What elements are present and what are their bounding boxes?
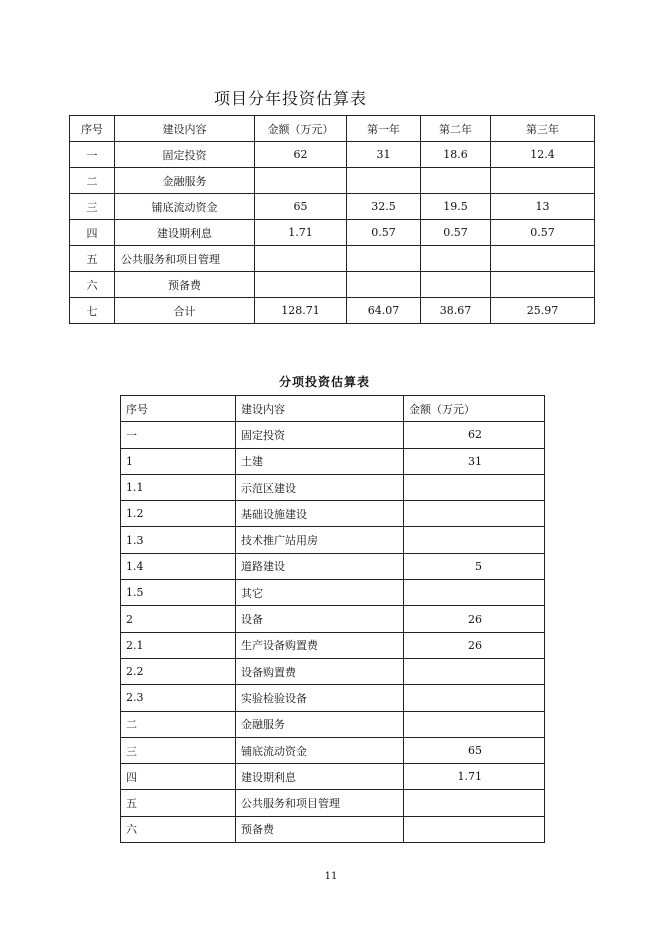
cell-index: 四 [121,764,236,790]
cell-index: 1.4 [121,553,236,579]
table2-title: 分项投资估算表 [279,375,371,389]
cell-index: 1.5 [121,580,236,606]
cell-index: 二 [70,168,115,194]
table-row [121,737,545,763]
cell-item: 设备购置费 [236,658,404,684]
table-row [121,422,545,448]
cell-item: 固定投资 [115,142,255,168]
table-row [121,606,545,632]
header-cell: 金额（万元） [255,116,347,142]
cell-year1: 64.07 [347,298,421,324]
cell-amount: 31 [404,448,545,474]
cell-index: 2.3 [121,685,236,711]
cell-item: 土建 [236,448,404,474]
cell-item: 铺底流动资金 [236,737,404,763]
cell-amount [404,685,545,711]
itemized-investment-table [120,395,545,843]
cell-item: 道路建设 [236,553,404,579]
cell-index: 1.1 [121,474,236,500]
table-row [121,764,545,790]
cell-amount [404,527,545,553]
cell-year3: 12.4 [491,142,595,168]
cell-amount [404,474,545,500]
cell-year3: 13 [491,194,595,220]
cell-item: 基础设施建设 [236,501,404,527]
cell-year1: 31 [347,142,421,168]
cell-amount [255,246,347,272]
table-row [121,790,545,816]
cell-item: 技术推广站用房 [236,527,404,553]
cell-item: 建设期利息 [115,220,255,246]
cell-item: 公共服务和项目管理 [236,790,404,816]
header-cell: 序号 [70,116,115,142]
cell-item: 其它 [236,580,404,606]
cell-amount [255,168,347,194]
header-cell: 建设内容 [236,396,404,422]
table-row [121,553,545,579]
cell-item: 公共服务和项目管理 [115,246,255,272]
table-row [121,816,545,842]
cell-index: 六 [121,816,236,842]
cell-year1 [347,272,421,298]
cell-amount: 1.71 [404,764,545,790]
cell-item: 生产设备购置费 [236,632,404,658]
cell-index: 六 [70,272,115,298]
cell-amount: 62 [255,142,347,168]
table-row [70,142,595,168]
cell-index: 2 [121,606,236,632]
cell-amount: 5 [404,553,545,579]
table-row [70,272,595,298]
header-cell: 第三年 [491,116,595,142]
cell-year1 [347,246,421,272]
cell-index: 四 [70,220,115,246]
cell-year1: 32.5 [347,194,421,220]
table-row [70,246,595,272]
cell-year1 [347,168,421,194]
cell-index: 七 [70,298,115,324]
header-cell: 金额（万元） [404,396,545,422]
cell-item: 预备费 [236,816,404,842]
cell-amount [404,816,545,842]
cell-year3 [491,246,595,272]
cell-index: 五 [121,790,236,816]
cell-index: 三 [70,194,115,220]
cell-year2: 0.57 [421,220,491,246]
header-cell: 建设内容 [115,116,255,142]
cell-item: 预备费 [115,272,255,298]
cell-year2 [421,168,491,194]
table-header-row [70,116,595,142]
cell-amount: 62 [404,422,545,448]
cell-year2 [421,272,491,298]
cell-year2: 38.67 [421,298,491,324]
table-row [121,685,545,711]
cell-index: 一 [70,142,115,168]
cell-item: 实验检验设备 [236,685,404,711]
cell-amount: 65 [255,194,347,220]
cell-amount [404,580,545,606]
cell-year3 [491,168,595,194]
header-cell: 第二年 [421,116,491,142]
cell-year1: 0.57 [347,220,421,246]
cell-amount [404,658,545,684]
cell-item: 示范区建设 [236,474,404,500]
table-header-row [121,396,545,422]
cell-year2 [421,246,491,272]
cell-index: 2.2 [121,658,236,684]
table-row [121,580,545,606]
table-row [70,194,595,220]
cell-index: 2.1 [121,632,236,658]
cell-year2: 18.6 [421,142,491,168]
cell-year3: 0.57 [491,220,595,246]
cell-amount: 1.71 [255,220,347,246]
cell-index: 一 [121,422,236,448]
cell-item: 合计 [115,298,255,324]
cell-index: 二 [121,711,236,737]
cell-index: 五 [70,246,115,272]
cell-amount: 26 [404,606,545,632]
table1-title: 项目分年投资估算表 [214,89,368,108]
cell-amount: 128.71 [255,298,347,324]
table-row [70,168,595,194]
cell-item: 铺底流动资金 [115,194,255,220]
cell-index: 1.3 [121,527,236,553]
table-row-total [70,298,595,324]
header-cell: 第一年 [347,116,421,142]
table-row [121,527,545,553]
table-row [121,501,545,527]
cell-index: 1 [121,448,236,474]
table-row [121,658,545,684]
cell-item: 设备 [236,606,404,632]
annual-investment-table [69,115,595,324]
cell-year2: 19.5 [421,194,491,220]
cell-item: 金融服务 [236,711,404,737]
page-number: 11 [324,871,338,882]
cell-amount [255,272,347,298]
table-row [121,474,545,500]
header-cell: 序号 [121,396,236,422]
cell-year3 [491,272,595,298]
cell-item: 金融服务 [115,168,255,194]
cell-index: 三 [121,737,236,763]
cell-amount: 65 [404,737,545,763]
cell-amount: 26 [404,632,545,658]
table-row [121,711,545,737]
cell-amount [404,501,545,527]
cell-amount [404,790,545,816]
cell-amount [404,711,545,737]
cell-year3: 25.97 [491,298,595,324]
table-row [70,220,595,246]
table-row [121,632,545,658]
cell-index: 1.2 [121,501,236,527]
table-row [121,448,545,474]
cell-item: 建设期利息 [236,764,404,790]
cell-item: 固定投资 [236,422,404,448]
